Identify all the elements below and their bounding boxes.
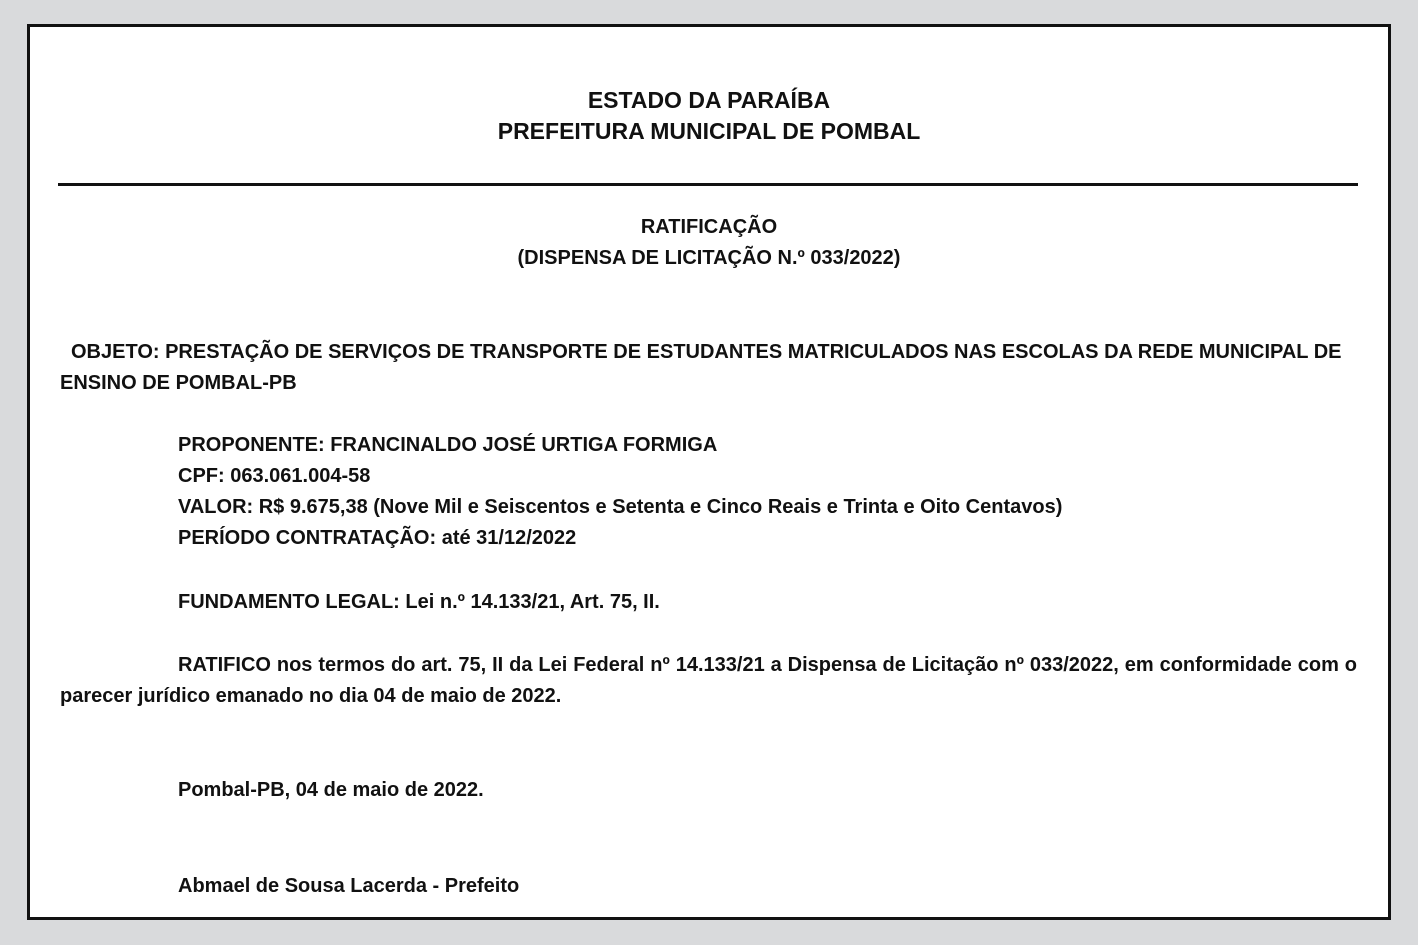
ratifico-paragraph: RATIFICO nos termos do art. 75, II da Lei Federal nº 14.133/21 a Dispensa de Licitação nº 033/2022, em conformidade com o parecer jurídico emanado no dia 04 de maio de 2022. <box>60 654 1357 707</box>
place-date-text: Pombal-PB, 04 de maio de 2022. <box>178 779 484 801</box>
document-subheader <box>30 212 1388 274</box>
objeto-line-1: OBJETO: PRESTAÇÃO DE SERVIÇOS DE TRANSPORTE DE ESTUDANTES MATRICULADOS NAS ESCOLAS DA REDE MUNICIPAL DE <box>71 341 1342 363</box>
periodo-text: PERÍODO CONTRATAÇÃO: até 31/12/2022 <box>178 527 577 549</box>
header-divider <box>58 183 1358 186</box>
dispensa-reference: (DISPENSA DE LICITAÇÃO N.º 033/2022) <box>517 247 901 269</box>
signatory-text: Abmael de Sousa Lacerda - Prefeito <box>178 875 520 897</box>
valor-text: VALOR: R$ 9.675,38 (Nove Mil e Seiscentos e Setenta e Cinco Reais e Trinta e Oito Centavos) <box>178 496 1063 518</box>
header-state: ESTADO DA PARAÍBA <box>587 87 831 113</box>
cpf-text: CPF: 063.061.004-58 <box>178 465 371 487</box>
document-frame <box>27 24 1391 920</box>
objeto-section <box>60 337 1357 399</box>
document-title: RATIFICAÇÃO <box>640 216 778 238</box>
details-section <box>60 430 1357 554</box>
fundamento-legal-text: FUNDAMENTO LEGAL: Lei n.º 14.133/21, Art. 75, II. <box>178 591 660 613</box>
proponente-text: PROPONENTE: FRANCINALDO JOSÉ URTIGA FORMIGA <box>178 434 718 456</box>
header-prefecture: PREFEITURA MUNICIPAL DE POMBAL <box>497 118 921 144</box>
document-header <box>30 85 1388 147</box>
objeto-line-2: ENSINO DE POMBAL-PB <box>60 372 297 394</box>
